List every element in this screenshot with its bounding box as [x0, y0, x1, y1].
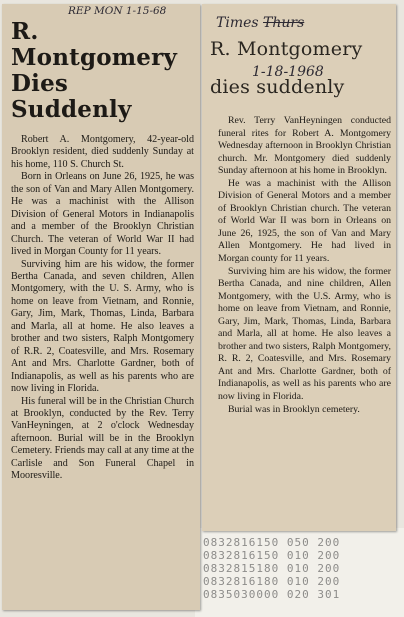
- ledger-line: 0832815180 010 200: [203, 562, 341, 575]
- article-paragraph: Surviving him are his widow, the former Bertha Canada, and seven children, Allen Montgomery, with the U. S. Army, who is home on leave from Vietnam, and Ronnie, Gary, Jim, Mark, Thomas, Linda, Barbara and Marla, all at home. He also leaves a brother and two sisters, Ralph Montgomery of R.R. 2, Coatesville, and Mrs. Rosemary Ant and Mrs. Charlotte Gardner, both of Indianapolis, as well as his parents who are now living in Florida.: [11, 258, 194, 395]
- right-newspaper-clipping: [202, 4, 396, 531]
- article-paragraph: His funeral will be in the Christian Church at Brooklyn, conducted by the Rev. Terry VanHeyningen, at 2 o'clock Wednesday afternoon. Burial will be in the Brooklyn Cemetery. Friends may call at any time at the Carlisle and Son Funeral Chapel in Mooresville.: [11, 395, 194, 482]
- article-paragraph: Rev. Terry VanHeyningen conducted funeral rites for Robert A. Montgomery Wednesday afternoon in Brooklyn Christian church. Mr. Montgomery died suddenly Sunday afternoon at his home in Brooklyn.: [218, 115, 391, 177]
- article-paragraph: He was a machinist with the Allison Division of General Motors and a member of Brooklyn Christian church. The veteran of World War II was born in Orleans on June 26, 1925, the son of Van and Mary Allen Montgomery. He had lived in Morgan county for 11 years.: [218, 177, 391, 265]
- article-paragraph: Burial was in Brooklyn cemetery.: [228, 403, 360, 415]
- ledger-printout: [195, 528, 404, 617]
- handwritten-source-note: REP MON 1-15-68: [68, 5, 167, 17]
- headline-line: R. Montgomery: [210, 38, 363, 60]
- article-body: [214, 115, 391, 416]
- article-paragraph: Robert A. Montgomery, 42-year-old Brooklyn resident, died suddenly Sunday at his home, 110 S. Church St.: [11, 134, 194, 170]
- handwritten-struck-day: Thurs: [263, 15, 305, 31]
- headline-line: Dies Suddenly: [11, 70, 132, 123]
- headline-line: dies suddenly: [210, 76, 345, 98]
- article-paragraph: Surviving him are his widow, the former Bertha Canada, and nine children, Allen Montgomery, with the U.S. Army, who is home on leave from Vietnam, and Ronnie, Gary, Jim, Mark, Thomas, Linda, Barbara and Marla, all at home. He also leaves a brother and two sisters, Ralph Montgomery, R. R. 2, Coatesville, and Mrs. Rosemary Ant and Mrs. Charlotte Gardner, both of Indianapolis, as well as his parents who are now living in Florida.: [218, 265, 391, 403]
- article-paragraph: Born in Orleans on June 26, 1925, he was the son of Van and Mary Allen Montgomery. He was a machinist with the Allison Division of General Motors in Indianapolis and a member of the Brooklyn Christian Church. The veteran of World War II had lived in Morgan County for 11 years.: [11, 171, 194, 258]
- handwritten-paper-name: Times: [216, 15, 259, 31]
- ledger-line: 0832816150 050 200: [203, 536, 341, 549]
- headline-line: R. Montgomery: [11, 18, 178, 71]
- ledger-line: 0835030000 020 301: [203, 588, 341, 601]
- ledger-line: 0832816150 010 200: [203, 549, 341, 562]
- article-body: [11, 134, 194, 483]
- headline: [11, 19, 194, 123]
- handwritten-source-note: [216, 15, 304, 31]
- handwritten-date: 1-18-1968: [252, 64, 324, 80]
- left-newspaper-clipping: [2, 4, 200, 610]
- ledger-line: 0832816180 010 200: [203, 575, 341, 588]
